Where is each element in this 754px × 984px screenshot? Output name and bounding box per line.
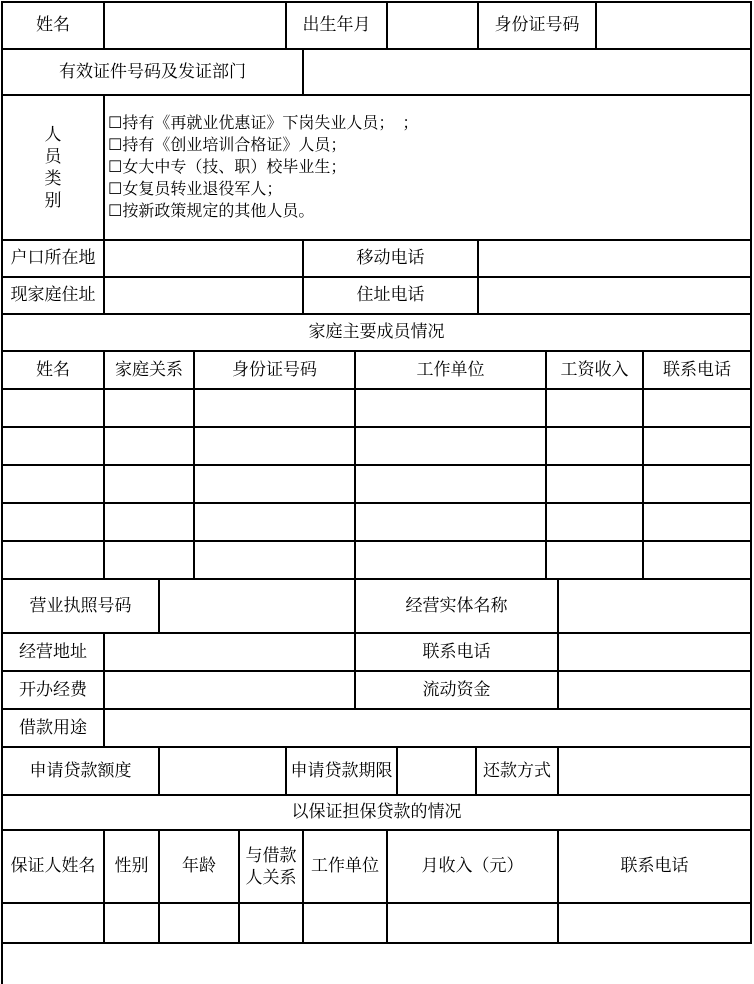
cert-label: 有效证件号码及发证部门 <box>59 61 246 82</box>
relation-line: 与借款 <box>245 845 297 866</box>
category-char: 类 <box>44 168 62 189</box>
guarantor-col-age: 年龄 <box>182 856 216 877</box>
license-field[interactable] <box>159 579 355 633</box>
home-phone-field[interactable] <box>478 277 751 314</box>
mobile-field[interactable] <box>478 240 751 277</box>
hukou-field[interactable] <box>104 240 303 277</box>
relation-line: 人关系 <box>245 867 297 888</box>
category-char: 别 <box>44 190 62 211</box>
guarantor-col-income: 月收入（元） <box>421 856 524 877</box>
entity-field[interactable] <box>558 579 751 633</box>
guarantor-col-name: 保证人姓名 <box>10 856 96 877</box>
license-label: 营业执照号码 <box>29 595 132 616</box>
repay-field[interactable] <box>558 747 751 795</box>
loan-term-label: 申请贷款期限 <box>290 760 393 781</box>
category-char: 员 <box>44 146 62 167</box>
birth-label: 出生年月 <box>302 15 371 36</box>
category-option-checkbox[interactable]: ☐女复员转业退役军人； <box>108 179 283 198</box>
category-option-checkbox[interactable]: ☐持有《再就业优惠证》下岗失业人员； ； <box>108 113 419 132</box>
guarantor-col-phone: 联系电话 <box>620 856 689 877</box>
category-options <box>108 112 418 222</box>
guarantor-row[interactable] <box>2 903 751 943</box>
loan-term-field[interactable] <box>397 747 476 795</box>
family-col-phone: 联系电话 <box>663 359 731 380</box>
family-col-work: 工作单位 <box>416 359 485 380</box>
startup-field[interactable] <box>104 671 355 709</box>
family-col-income: 工资收入 <box>560 359 629 380</box>
address-field[interactable] <box>104 277 303 314</box>
address-label: 现家庭住址 <box>10 285 96 306</box>
home-phone-label: 住址电话 <box>356 285 425 306</box>
biz-phone-label: 联系电话 <box>422 641 491 662</box>
family-row[interactable] <box>2 503 751 541</box>
biz-address-field[interactable] <box>104 633 355 671</box>
birth-field[interactable] <box>387 2 478 49</box>
loan-amount-field[interactable] <box>159 747 286 795</box>
id-label: 身份证号码 <box>494 15 580 36</box>
startup-label: 开办经费 <box>19 679 87 700</box>
name-label: 姓名 <box>36 15 70 36</box>
guarantor-col-gender: 性别 <box>114 856 149 877</box>
working-capital-label: 流动资金 <box>422 679 491 700</box>
family-row[interactable] <box>2 427 751 465</box>
family-col-relation: 家庭关系 <box>115 359 183 380</box>
category-option-checkbox[interactable]: ☐按新政策规定的其他人员。 <box>108 201 315 220</box>
guarantor-col-relation <box>239 830 303 903</box>
purpose-field[interactable] <box>104 709 751 747</box>
mobile-label: 移动电话 <box>356 248 425 269</box>
category-label <box>2 95 104 240</box>
family-row[interactable] <box>2 541 751 579</box>
guarantor-col-work: 工作单位 <box>311 856 379 877</box>
repay-label: 还款方式 <box>483 760 551 781</box>
working-capital-field[interactable] <box>558 671 751 709</box>
entity-label: 经营实体名称 <box>405 595 508 616</box>
hukou-label: 户口所在地 <box>10 248 96 269</box>
purpose-label: 借款用途 <box>19 717 87 738</box>
family-col-id: 身份证号码 <box>232 359 317 380</box>
loan-amount-label: 申请贷款额度 <box>29 760 132 781</box>
cert-field[interactable] <box>303 49 751 95</box>
family-col-name: 姓名 <box>36 359 70 380</box>
name-field[interactable] <box>104 2 286 49</box>
category-option-checkbox[interactable]: ☐持有《创业培训合格证》人员； <box>108 135 347 154</box>
category-option-checkbox[interactable]: ☐女大中专（技、职）校毕业生； <box>108 157 347 176</box>
family-title: 家庭主要成员情况 <box>308 322 445 343</box>
biz-phone-field[interactable] <box>558 633 751 671</box>
family-row[interactable] <box>2 389 751 427</box>
guarantee-title: 以保证担保贷款的情况 <box>291 802 462 823</box>
category-char: 人 <box>44 124 62 145</box>
family-row[interactable] <box>2 465 751 503</box>
biz-address-label: 经营地址 <box>19 641 87 662</box>
id-field[interactable] <box>596 2 751 49</box>
